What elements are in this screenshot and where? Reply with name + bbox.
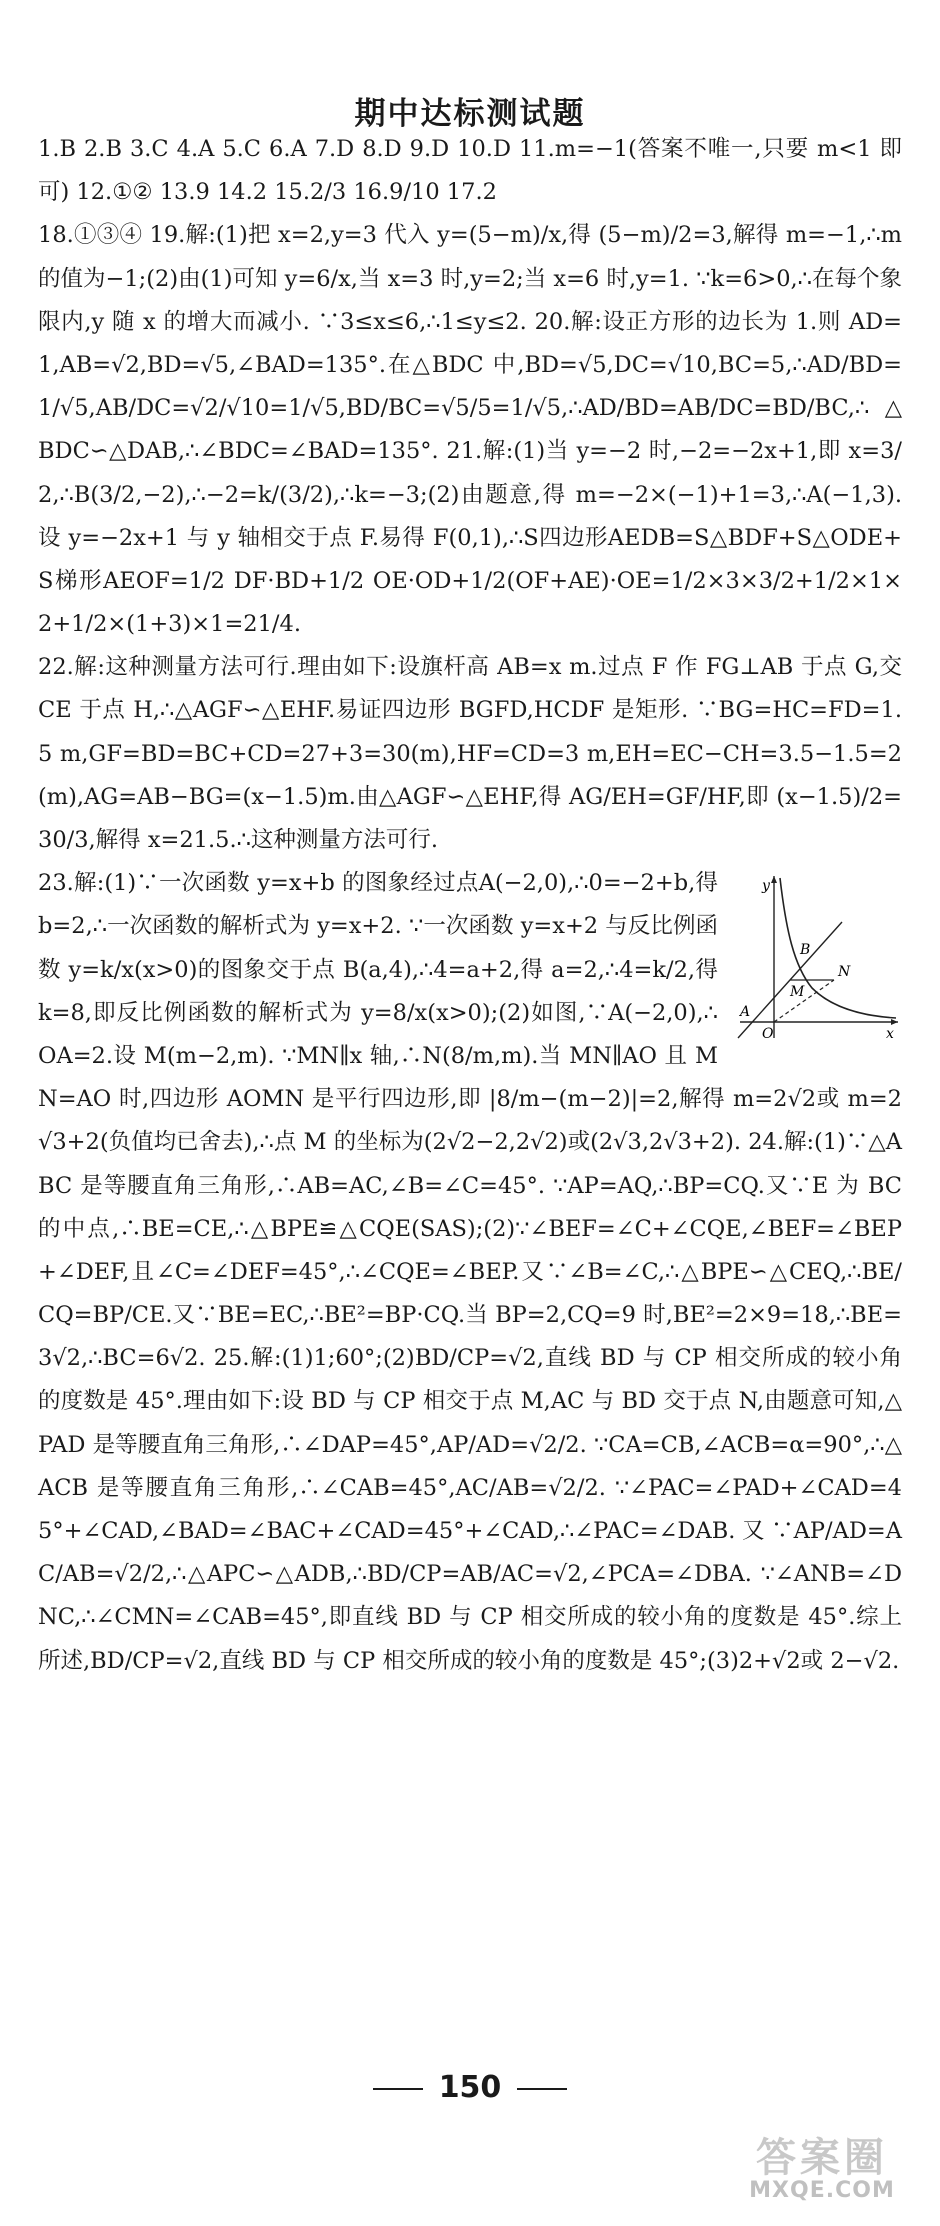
q23-graph-svg [734, 870, 902, 1042]
y-axis-arrow [771, 876, 777, 883]
label-b: B [800, 942, 811, 959]
page-title: 期中达标测试题 [354, 96, 586, 132]
answer-body [38, 128, 902, 1683]
answer-22: 22.解:这种测量方法可行.理由如下:设旗杆高 AB=x m.过点 F 作 FG⊥AB 于点 G,交 CE 于点 H,∴△AGF∽△EHF.易证四边形 BGFD,HCDF 是矩形. ∵BG=HC=FD=1.5 m,GF=BD=BC+CD=27+3=30(m),HF=CD=3 m,EH=EC−CH=3.5−1.5=2(m),AG=AB−BG=(x−1.5)m.由△AGF∽△EHF,得 AG/EH=GF/HF,即 (x−1.5)/2=30/3,解得 x=21.5.∴这种测量方法可行. [38, 654, 902, 853]
page-footer [0, 2070, 940, 2105]
footer-dash-right [517, 2088, 567, 2090]
q23-figure [734, 870, 902, 1042]
page-number: 150 [438, 2070, 502, 2105]
label-a: A [740, 1004, 751, 1021]
watermark-url: MXQE.COM [749, 2178, 895, 2203]
watermark-logo: 答案圈 [756, 2135, 888, 2181]
label-o: O [762, 1026, 774, 1043]
x-axis-arrow [891, 1019, 898, 1025]
label-y: y [762, 878, 770, 895]
label-x: x [886, 1026, 894, 1043]
label-n: N [838, 964, 851, 981]
footer-dash-left [373, 2088, 423, 2090]
answers-1-17: 1.B 2.B 3.C 4.A 5.C 6.A 7.D 8.D 9.D 10.D 11.m=−1(答案不唯一,只要 m<1 即可) 12.①② 13.9 14.2 15.2/3 16.9/10 17.2 [38, 136, 902, 206]
label-m: M [790, 984, 805, 1001]
watermark [722, 2126, 922, 2210]
answers-18-21: 18.①③④ 19.解:(1)把 x=2,y=3 代入 y=(5−m)/x,得 (5−m)/2=3,解得 m=−1,∴m 的值为−1;(2)由(1)可知 y=6/x,当 x=3 时,y=2;当 x=6 时,y=1. ∵k=6>0,∴在每个象限内,y 随 x 的增大而减小. ∵3≤x≤6,∴1≤y≤2. 20.解:设正方形的边长为 1.则 AD=1,AB=√2,BD=√5,∠BAD=135°.在△BDC 中,BD=√5,DC=√10,BC=5,∴AD/BD=1/√5,AB/DC=√2/√10=1/√5,BD/BC=√5/5=1/√5,∴AD/BD=AB/DC=BD/BC,∴△BDC∽△DAB,∴∠BDC=∠BAD=135°. 21.解:(1)当 y=−2 时,−2=−2x+1,即 x=3/2,∴B(3/2,−2),∴−2=k/(3/2),∴k=−3;(2)由题意,得 m=−2×(−1)+1=3,∴A(−1,3).设 y=−2x+1 与 y 轴相交于点 F.易得 F(0,1),∴S四边形AEDB=S△BDF+S△ODE+S梯形AEOF=1/2 DF·BD+1/2 OE·OD+1/2(OF+AE)·OE=1/2×3×3/2+1/2×1×2+1/2×(1+3)×1=21/4. [38, 222, 902, 638]
answers-23-25: 23.解:(1)∵一次函数 y=x+b 的图象经过点A(−2,0),∴0=−2+b,得 b=2,∴一次函数的解析式为 y=x+2. ∵一次函数 y=x+2 与反比例函数 y=k/x(x>0)的图象交于点 B(a,4),∴4=a+2,得 a=2,∴4=k/2,得 k=8,即反比例函数的解析式为 y=8/x(x>0);(2)如图,∵A(−2,0),∴OA=2.设 M(m−2,m). ∵MN∥x 轴,∴N(8/m,m).当 MN∥AO 且 MN=AO 时,四边形 AOMN 是平行四边形,即 |8/m−(m−2)|=2,解得 m=2√2或 m=2√3+2(负值均已舍去),∴点 M 的坐标为(2√2−2,2√2)或(2√3,2√3+2). 24.解:(1)∵△ABC 是等腰直角三角形,∴AB=AC,∠B=∠C=45°. ∵AP=AQ,∴BP=CQ.又∵E 为 BC 的中点,∴BE=CE,∴△BPE≌△CQE(SAS);(2)∵∠BEF=∠C+∠CQE,∠BEF=∠BEP+∠DEF,且∠C=∠DEF=45°,∴∠CQE=∠BEP.又∵∠B=∠C,∴△BPE∽△CEQ,∴BE/CQ=BP/CE.又∵BE=EC,∴BE²=BP·CQ.当 BP=2,CQ=9 时,BE²=2×9=18,∴BE=3√2,∴BC=6√2. 25.解:(1)1;60°;(2)BD/CP=√2,直线 BD 与 CP 相交所成的较小角的度数是 45°.理由如下:设 BD 与 CP 相交于点 M,AC 与 BD 交于点 N,由题意可知,△PAD 是等腰直角三角形,∴∠DAP=45°,AP/AD=√2/2. ∵CA=CB,∠ACB=α=90°,∴△ACB 是等腰直角三角形,∴∠CAB=45°,AC/AB=√2/2. ∵∠PAC=∠PAD+∠CAD=45°+∠CAD,∠BAD=∠BAC+∠CAD=45°+∠CAD,∴∠PAC=∠DAB.又∵AP/AD=AC/AB=√2/2,∴△APC∽△ADB,∴BD/CP=AB/AC=√2,∠PCA=∠DBA. ∵∠ANB=∠DNC,∴∠CMN=∠CAB=45°,即直线 BD 与 CP 相交所成的较小角的度数是 45°.综上所述,BD/CP=√2,直线 BD 与 CP 相交所成的较小角的度数是 45°;(3)2+√2或 2−√2. [38, 870, 902, 1674]
